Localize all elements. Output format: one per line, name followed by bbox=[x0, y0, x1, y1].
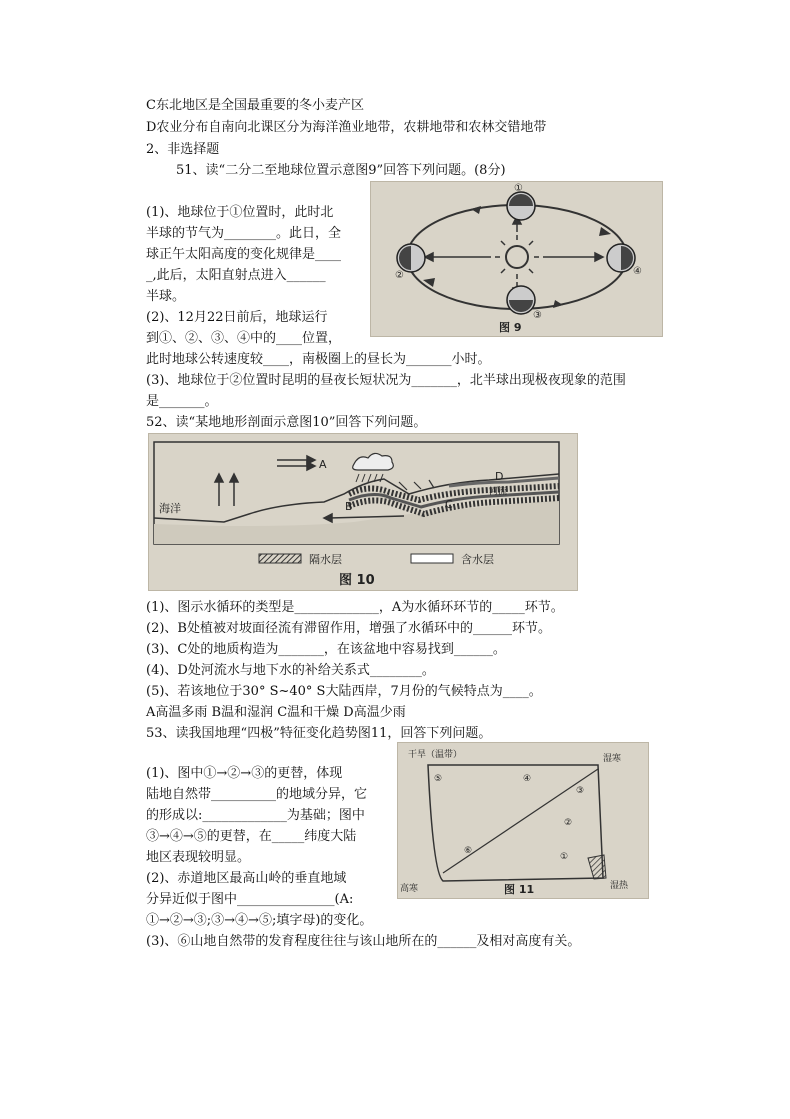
fig11-caption: 图 11 bbox=[504, 883, 535, 896]
fig11-label-top-right: 湿寒 bbox=[603, 754, 622, 764]
fig10-legend-impermeable: 隔水层 bbox=[309, 553, 342, 566]
fig11-label-bottom-right: 湿热 bbox=[610, 881, 629, 891]
q53-1-line3: 的形成以:_____________为基础；图中 bbox=[146, 808, 365, 823]
figure-10-terrain-profile bbox=[148, 433, 578, 591]
q51-1-line1: (1)、地球位于①位置时，此时北 bbox=[146, 205, 334, 220]
fig10-label-a: A bbox=[319, 458, 327, 471]
q51-1-line4: _,此后，太阳直射点进入______ bbox=[146, 268, 326, 283]
q53-2-line2: 分异近似于图中_______________(A: bbox=[146, 892, 354, 907]
fig11-label-5: ⑤ bbox=[434, 774, 443, 784]
fig10-caption: 图 10 bbox=[339, 573, 375, 588]
q52-4: (4)、D处河流水与地下水的补给关系式________。 bbox=[146, 663, 435, 678]
q52-3: (3)、C处的地质构造为_______，在该盆地中容易找到______。 bbox=[146, 642, 506, 657]
fig11-label-6: ⑥ bbox=[464, 846, 473, 856]
q51-1-line2: 半球的节气为________。此日，全 bbox=[146, 226, 342, 241]
q53-1-line2: 陆地自然带__________的地域分异，它 bbox=[146, 787, 368, 802]
option-d: D农业分布自南向北课区分为海洋渔业地带，农耕地带和农林交错地带 bbox=[146, 120, 547, 135]
q51-1-line3: 球正午太阳高度的变化规律是____ bbox=[146, 247, 342, 262]
section-heading: 2、非选择题 bbox=[146, 142, 220, 157]
q52-2: (2)、B处植被对坡面径流有滞留作用，增强了水循环中的______环节。 bbox=[146, 621, 551, 636]
q52-5-options: A高温多雨 B温和湿润 C温和干燥 D高温少雨 bbox=[146, 705, 406, 720]
fig11-label-2: ② bbox=[564, 818, 573, 828]
q51-3-line2: 是_______。 bbox=[146, 394, 218, 409]
question-53-title: 53、读我国地理“四极”特征变化趋势图11，回答下列问题。 bbox=[146, 726, 492, 741]
fig9-label-1: ① bbox=[514, 183, 523, 194]
q53-1-line5: 地区表现较明显。 bbox=[146, 850, 251, 865]
q53-2-line1: (2)、赤道地区最高山岭的垂直地域 bbox=[146, 871, 347, 886]
q51-2-line2: 到①、②、③、④中的____位置， bbox=[146, 331, 342, 346]
fig10-label-sea: 海洋 bbox=[159, 502, 181, 515]
fig11-label-top-left: 干旱（温带） bbox=[408, 750, 463, 760]
fig10-label-b: B bbox=[345, 500, 353, 513]
figure-11-four-poles bbox=[397, 742, 649, 899]
q52-5: (5)、若该地位于30° S~40° S大陆西岸，7月份的气候特点为____。 bbox=[146, 684, 542, 699]
q51-3-line1: (3)、地球位于②位置时昆明的昼夜长短状况为_______，北半球出现极夜现象的范围 bbox=[146, 373, 626, 388]
q53-3: (3)、⑥山地自然带的发育程度往往与该山地所在的______及相对高度有关。 bbox=[146, 934, 581, 949]
q53-1-line1: (1)、图中①→②→③的更替，体现 bbox=[146, 766, 343, 781]
fig10-label-c: C bbox=[445, 498, 453, 511]
fig11-label-1: ① bbox=[560, 852, 569, 862]
fig10-legend-aquifer: 含水层 bbox=[461, 553, 494, 566]
q53-1-line4: ③→④→⑤的更替，在_____纬度大陆 bbox=[146, 829, 357, 844]
q51-1-line5: 半球。 bbox=[146, 289, 186, 304]
fig11-label-bottom-left: 高寒 bbox=[400, 884, 419, 894]
question-51-title: 51、读“二分二至地球位置示意图9”回答下列问题。(8分) bbox=[176, 163, 506, 178]
q52-1: (1)、图示水循环的类型是_____________，A为水循环环节的_____环节。 bbox=[146, 600, 564, 615]
fig10-label-river: 河流 bbox=[489, 487, 508, 497]
fig10-label-d: D bbox=[495, 470, 504, 483]
fig9-label-4: ④ bbox=[633, 266, 642, 277]
fig11-label-4: ④ bbox=[523, 774, 532, 784]
question-52-title: 52、读“某地地形剖面示意图10”回答下列问题。 bbox=[146, 415, 427, 430]
fig9-caption: 图 9 bbox=[499, 321, 522, 334]
fig9-label-2: ② bbox=[395, 270, 404, 281]
option-c: C东北地区是全国最重要的冬小麦产区 bbox=[146, 98, 364, 113]
fig9-label-3: ③ bbox=[533, 310, 542, 321]
q51-2-line3: 此时地球公转速度较____，南极圈上的昼长为_______小时。 bbox=[146, 352, 491, 367]
q53-2-line3: ①→②→③;③→④→⑤;填字母)的变化。 bbox=[146, 913, 373, 928]
fig11-label-3: ③ bbox=[576, 786, 585, 796]
q51-2-line1: (2)、12月22日前后，地球运行 bbox=[146, 310, 328, 325]
figure-9-earth-orbit bbox=[370, 181, 663, 337]
